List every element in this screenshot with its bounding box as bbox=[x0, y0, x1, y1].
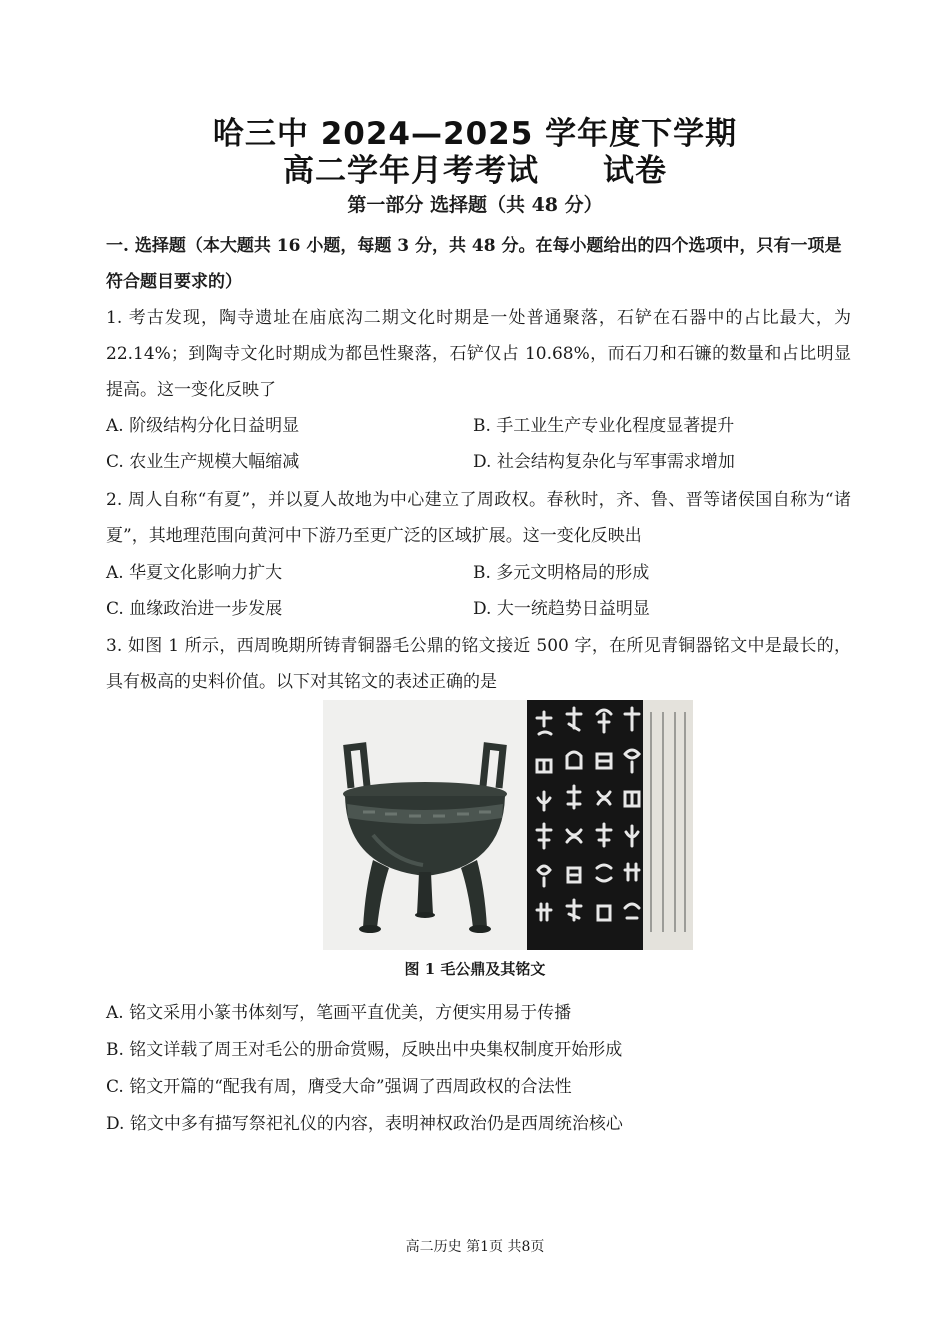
question-3-stem: 3. 如图 1 所示，西周晚期所铸青铜器毛公鼎的铭文接近 500 字，在所见青铜器铭文中是最长的，具有极高的史料价值。以下对其铭文的表述正确的是 bbox=[106, 636, 851, 692]
inscription-rubbing bbox=[527, 700, 693, 950]
q1-option-a: A. 阶级结构分化日益明显 bbox=[106, 416, 300, 436]
question-1-options bbox=[106, 408, 851, 480]
part-title: 第一部分 选择题（共 48 分） bbox=[347, 194, 603, 216]
q3-option-c: C. 铭文开篇的“配我有周，膺受大命”强调了西周政权的合法性 bbox=[106, 1077, 572, 1097]
exam-title-line1: 哈三中 2024—2025 学年度下学期 bbox=[212, 116, 738, 152]
question-2-options bbox=[106, 555, 851, 627]
q2-option-c: C. 血缘政治进一步发展 bbox=[106, 599, 283, 619]
q2-option-a: A. 华夏文化影响力扩大 bbox=[106, 563, 283, 583]
inscription-glyphs-icon bbox=[527, 700, 693, 950]
q2-option-b: B. 多元文明格局的形成 bbox=[473, 563, 650, 583]
q1-option-b: B. 手工业生产专业化程度显著提升 bbox=[473, 416, 735, 436]
q2-option-d: D. 大一统趋势日益明显 bbox=[473, 599, 650, 619]
question-3-options bbox=[106, 995, 851, 1143]
figure-1-caption: 图 1 毛公鼎及其铭文 bbox=[404, 960, 546, 978]
maogong-ding-photo bbox=[323, 700, 527, 950]
q3-option-d: D. 铭文中多有描写祭祀礼仪的内容，表明神权政治仍是西周统治核心 bbox=[106, 1114, 623, 1134]
bronze-ding-icon bbox=[323, 700, 527, 950]
section-instructions: 一. 选择题（本大题共 16 小题，每题 3 分，共 48 分。在每小题给出的四个选项中，只有一项是符合题目要求的） bbox=[106, 236, 842, 292]
page-footer: 高二历史 第1页 共8页 bbox=[405, 1239, 545, 1255]
q1-option-d: D. 社会结构复杂化与军事需求增加 bbox=[473, 452, 735, 472]
q1-option-c: C. 农业生产规模大幅缩减 bbox=[106, 452, 300, 472]
figure-1 bbox=[323, 700, 693, 950]
q3-option-b: B. 铭文详载了周王对毛公的册命赏赐，反映出中央集权制度开始形成 bbox=[106, 1040, 623, 1060]
exam-title-line2-left: 高二学年月考考试 bbox=[283, 153, 539, 189]
exam-title-line2 bbox=[0, 145, 950, 190]
q3-option-a: A. 铭文采用小篆书体刻写，笔画平直优美，方便实用易于传播 bbox=[106, 1003, 572, 1023]
exam-title-line2-right: 试卷 bbox=[603, 153, 667, 189]
question-1-stem: 1. 考古发现，陶寺遗址在庙底沟二期文化时期是一处普通聚落，石铲在石器中的占比最大，为 22.14%；到陶寺文化时期成为都邑性聚落，石铲仅占 10.68%，而石刀和石镰的数量和占比明显提高。这一变化反映了 bbox=[106, 308, 851, 400]
question-2-stem: 2. 周人自称“有夏”，并以夏人故地为中心建立了周政权。春秋时，齐、鲁、晋等诸侯国自称为“诸夏”，其地理范围向黄河中下游乃至更广泛的区域扩展。这一变化反映出 bbox=[106, 490, 851, 546]
